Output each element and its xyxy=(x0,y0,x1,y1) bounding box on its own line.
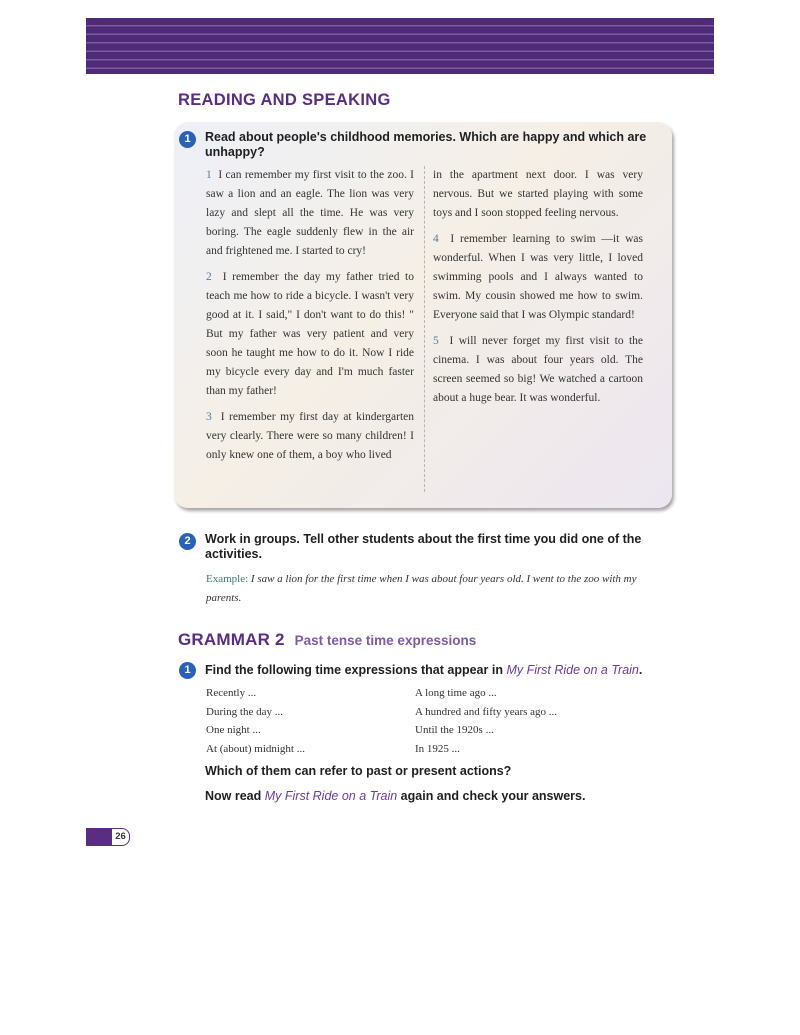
grammar-followup: Now read My First Ride on a Train again and check your answers. xyxy=(205,789,586,803)
task-number-badge: 1 xyxy=(179,131,196,148)
task1-instruction: Read about people's childhood memories. Which are happy and which are unhappy? xyxy=(205,130,647,159)
time-expression: A long time ago ... xyxy=(415,687,497,699)
page-tab xyxy=(86,828,112,846)
time-expression: One night ... xyxy=(206,724,261,736)
reading-column-left xyxy=(206,166,414,472)
grammar-subtitle: Past tense time expressions xyxy=(294,633,477,648)
time-expression: During the day ... xyxy=(206,705,283,718)
expression-list-right xyxy=(415,684,645,758)
section-title: READING AND SPEAKING xyxy=(178,91,391,109)
reference-title: My First Ride on a Train xyxy=(264,789,398,803)
time-expression: Recently ... xyxy=(206,687,257,699)
expression-list-left xyxy=(206,684,406,758)
grammar-title: GRAMMAR 2 xyxy=(178,630,285,649)
time-expression: Until the 1920s ... xyxy=(415,724,494,736)
header-band xyxy=(86,18,714,74)
example-text: I saw a lion for the first time when I was about four years old. I went to the zoo with my parents. xyxy=(206,573,637,604)
grammar-question: Which of them can refer to past or present actions? xyxy=(205,764,512,778)
memory-paragraph-2: 2 I remember the day my father tried to teach me how to ride a bicycle. I wasn't very good at it. I said," I don't want to do this! " But my father was very patient and very soon he taught me how to do it. Now I ride my bicycle every day and I'm much faster than my father! xyxy=(206,271,415,397)
reading-column-right xyxy=(433,166,643,415)
time-expression: A hundred and fifty years ago ... xyxy=(415,705,558,718)
memory-paragraph-1: 1 I can remember my first visit to the zoo. I saw a lion and an eagle. The lion was very lazy and slept all the time. He was very boring. The eagle suddenly flew in the air and frightened me. I started to cry! xyxy=(206,169,415,257)
grammar-task1-instruction: Find the following time expressions that appear in My First Ride on a Train. xyxy=(205,663,643,677)
memory-paragraph-5: 5 I will never forget my first visit to the cinema. I was about four years old. The screen seemed so big! We watched a cartoon about a huge bear. It was wonderful. xyxy=(433,335,643,404)
page-number: 26 xyxy=(112,828,130,846)
memory-paragraph-4: 4 I remember learning to swim —it was wonderful. When I was very little, I loved swimming pools and I always wanted to swim. My cousin showed me how to swim. Everyone said that I was Olympic standard! xyxy=(433,233,643,321)
time-expression: At (about) midnight ... xyxy=(206,742,305,755)
example-sentence xyxy=(206,570,666,608)
task-number-badge: 1 xyxy=(179,662,196,679)
memory-paragraph-3-continued: in the apartment next door. I was very nervous. But we started playing with some toys and I soon stopped feeling nervous. xyxy=(433,169,643,219)
memory-paragraph-3: 3 I remember my first day at kindergarten very clearly. There were so many children! I only knew one of them, a boy who lived xyxy=(206,411,414,461)
time-expression: In 1925 ... xyxy=(415,742,460,755)
task2-instruction: Work in groups. Tell other students about the first time you did one of the activities. xyxy=(205,532,642,561)
reference-title: My First Ride on a Train xyxy=(506,663,639,677)
grammar-heading xyxy=(178,630,476,650)
column-divider xyxy=(424,166,425,492)
example-label: Example: xyxy=(206,573,249,585)
task-number-badge: 2 xyxy=(179,533,196,550)
